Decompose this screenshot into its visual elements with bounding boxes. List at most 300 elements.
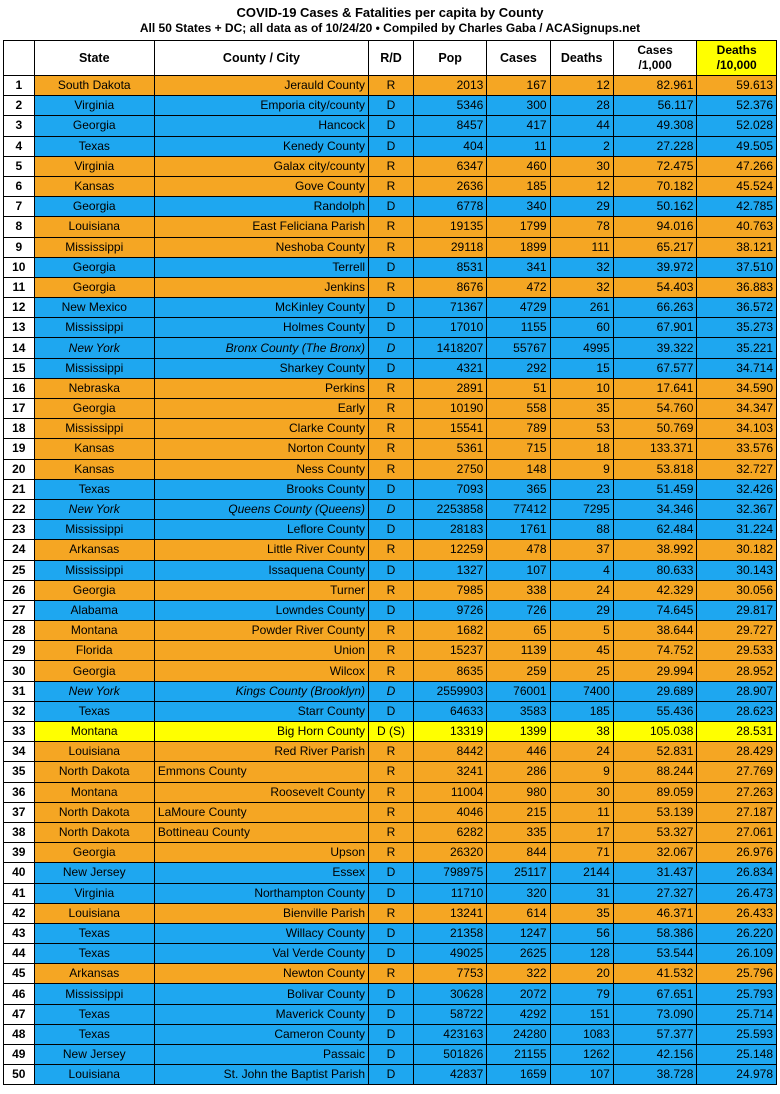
- cell-pop: 2013: [413, 76, 486, 96]
- cell-deaths: 38: [550, 722, 613, 742]
- cell-rd: D: [369, 863, 414, 883]
- cell-pop: 7093: [413, 479, 486, 499]
- cell-cases-per-1000: 62.484: [613, 520, 697, 540]
- cell-cases-per-1000: 29.689: [613, 681, 697, 701]
- cell-cases-per-1000: 38.728: [613, 1065, 697, 1085]
- cell-cases-per-1000: 74.752: [613, 641, 697, 661]
- cell-pop: 19135: [413, 217, 486, 237]
- cell-state: Nebraska: [34, 378, 154, 398]
- cell-county: Galax city/county: [154, 156, 368, 176]
- cell-county: Willacy County: [154, 923, 368, 943]
- table-row[interactable]: [4, 742, 777, 762]
- cell-pop: 26320: [413, 843, 486, 863]
- table-row[interactable]: [4, 298, 777, 318]
- table-row[interactable]: [4, 176, 777, 196]
- cell-pop: 2559903: [413, 681, 486, 701]
- cell-pop: 3241: [413, 762, 486, 782]
- cell-cases: 24280: [487, 1024, 550, 1044]
- cell-cases: 1659: [487, 1065, 550, 1085]
- cell-state: Virginia: [34, 96, 154, 116]
- cell-rank: 14: [4, 338, 35, 358]
- cell-cases: 320: [487, 883, 550, 903]
- cell-county: LaMoure County: [154, 802, 368, 822]
- cell-rd: D: [369, 1045, 414, 1065]
- table-row[interactable]: [4, 580, 777, 600]
- cell-deaths: 1083: [550, 1024, 613, 1044]
- cell-cases: 365: [487, 479, 550, 499]
- cell-cases-per-1000: 38.644: [613, 621, 697, 641]
- cell-county: Passaic: [154, 1045, 368, 1065]
- cell-cases-per-1000: 66.263: [613, 298, 697, 318]
- cell-county: Wilcox: [154, 661, 368, 681]
- cell-rd: R: [369, 580, 414, 600]
- cell-deaths: 32: [550, 277, 613, 297]
- cell-rd: D: [369, 338, 414, 358]
- cell-rank: 20: [4, 459, 35, 479]
- cell-cases-per-1000: 65.217: [613, 237, 697, 257]
- cell-rank: 25: [4, 560, 35, 580]
- cell-pop: 15237: [413, 641, 486, 661]
- cell-cases: 1799: [487, 217, 550, 237]
- cell-deaths: 28: [550, 96, 613, 116]
- cell-cases: 472: [487, 277, 550, 297]
- cell-deaths: 30: [550, 156, 613, 176]
- cell-deaths: 24: [550, 742, 613, 762]
- cell-cases-per-1000: 53.139: [613, 802, 697, 822]
- cell-county: Turner: [154, 580, 368, 600]
- cell-pop: 58722: [413, 1004, 486, 1024]
- cell-county: Hancock: [154, 116, 368, 136]
- cell-rd: D: [369, 923, 414, 943]
- cell-pop: 12259: [413, 540, 486, 560]
- table-row[interactable]: [4, 197, 777, 217]
- cell-rd: D: [369, 318, 414, 338]
- table-row[interactable]: [4, 984, 777, 1004]
- cell-cases: 478: [487, 540, 550, 560]
- cell-rank: 45: [4, 964, 35, 984]
- cell-pop: 8676: [413, 277, 486, 297]
- cell-state: Arkansas: [34, 964, 154, 984]
- header-cases-per-1000: [613, 41, 697, 76]
- cell-cases: 55767: [487, 338, 550, 358]
- cell-rank: 15: [4, 358, 35, 378]
- cell-rd: D: [369, 257, 414, 277]
- cell-cases-per-1000: 46.371: [613, 903, 697, 923]
- cell-pop: 6282: [413, 822, 486, 842]
- cell-state: Louisiana: [34, 903, 154, 923]
- cell-rd: R: [369, 641, 414, 661]
- header-cases-per-1000-line1: Cases: [637, 43, 673, 57]
- cell-cases: 215: [487, 802, 550, 822]
- cell-cases-per-1000: 57.377: [613, 1024, 697, 1044]
- cell-deaths: 29: [550, 197, 613, 217]
- table-row[interactable]: [4, 499, 777, 519]
- table-row[interactable]: [4, 318, 777, 338]
- cell-cases: 259: [487, 661, 550, 681]
- cell-deaths: 53: [550, 419, 613, 439]
- cell-rd: D: [369, 1065, 414, 1085]
- cell-cases-per-1000: 27.327: [613, 883, 697, 903]
- cell-deaths: 18: [550, 439, 613, 459]
- cell-state: Georgia: [34, 277, 154, 297]
- cell-rank: 35: [4, 762, 35, 782]
- table-row[interactable]: [4, 540, 777, 560]
- cell-rank: 46: [4, 984, 35, 1004]
- table-body: [4, 76, 777, 1085]
- cell-pop: 8531: [413, 257, 486, 277]
- cell-state: New Jersey: [34, 863, 154, 883]
- table-row[interactable]: [4, 560, 777, 580]
- table-row[interactable]: [4, 479, 777, 499]
- cell-deaths-per-10000: 27.769: [697, 762, 777, 782]
- table-row[interactable]: [4, 136, 777, 156]
- cell-deaths-per-10000: 30.143: [697, 560, 777, 580]
- header-cases: Cases: [487, 41, 550, 76]
- table-row[interactable]: [4, 762, 777, 782]
- cell-deaths-per-10000: 26.433: [697, 903, 777, 923]
- cell-deaths-per-10000: 29.817: [697, 600, 777, 620]
- table-row[interactable]: [4, 419, 777, 439]
- cell-cases-per-1000: 29.994: [613, 661, 697, 681]
- table-row[interactable]: [4, 257, 777, 277]
- table-row[interactable]: [4, 883, 777, 903]
- cell-state: South Dakota: [34, 76, 154, 96]
- cell-county: Big Horn County: [154, 722, 368, 742]
- cell-cases-per-1000: 88.244: [613, 762, 697, 782]
- cell-deaths: 35: [550, 399, 613, 419]
- cell-rank: 48: [4, 1024, 35, 1044]
- cell-deaths-per-10000: 32.426: [697, 479, 777, 499]
- cell-cases: 77412: [487, 499, 550, 519]
- cell-pop: 1418207: [413, 338, 486, 358]
- table-row[interactable]: [4, 782, 777, 802]
- cell-deaths-per-10000: 25.796: [697, 964, 777, 984]
- cell-rank: 3: [4, 116, 35, 136]
- cell-deaths-per-10000: 25.714: [697, 1004, 777, 1024]
- cell-cases: 460: [487, 156, 550, 176]
- table-row[interactable]: [4, 237, 777, 257]
- table-row[interactable]: [4, 520, 777, 540]
- cell-deaths: 5: [550, 621, 613, 641]
- cell-pop: 7985: [413, 580, 486, 600]
- cell-deaths: 71: [550, 843, 613, 863]
- cell-deaths: 107: [550, 1065, 613, 1085]
- cell-deaths: 128: [550, 944, 613, 964]
- cell-deaths: 20: [550, 964, 613, 984]
- cell-pop: 501826: [413, 1045, 486, 1065]
- cell-cases-per-1000: 56.117: [613, 96, 697, 116]
- cell-deaths: 45: [550, 641, 613, 661]
- table-row[interactable]: [4, 722, 777, 742]
- cell-rank: 23: [4, 520, 35, 540]
- cell-rank: 24: [4, 540, 35, 560]
- cell-cases-per-1000: 58.386: [613, 923, 697, 943]
- cell-rank: 47: [4, 1004, 35, 1024]
- table-row[interactable]: [4, 1004, 777, 1024]
- table-row[interactable]: [4, 964, 777, 984]
- cell-deaths-per-10000: 25.793: [697, 984, 777, 1004]
- cell-deaths: 111: [550, 237, 613, 257]
- table-row[interactable]: [4, 96, 777, 116]
- cell-county: Cameron County: [154, 1024, 368, 1044]
- table-row[interactable]: [4, 903, 777, 923]
- header-deaths-per-10000-line1: Deaths: [716, 43, 757, 57]
- cell-pop: 2636: [413, 176, 486, 196]
- table-row[interactable]: [4, 156, 777, 176]
- cell-rd: R: [369, 277, 414, 297]
- cell-cases-per-1000: 72.475: [613, 156, 697, 176]
- cell-cases-per-1000: 73.090: [613, 1004, 697, 1024]
- cell-county: Lowndes County: [154, 600, 368, 620]
- cell-county: Early: [154, 399, 368, 419]
- cell-rank: 13: [4, 318, 35, 338]
- cell-rank: 40: [4, 863, 35, 883]
- cell-state: Montana: [34, 621, 154, 641]
- cell-deaths-per-10000: 28.952: [697, 661, 777, 681]
- table-row[interactable]: [4, 843, 777, 863]
- cell-pop: 10190: [413, 399, 486, 419]
- cell-cases-per-1000: 53.544: [613, 944, 697, 964]
- cell-rank: 32: [4, 701, 35, 721]
- cell-cases: 614: [487, 903, 550, 923]
- table-row[interactable]: [4, 621, 777, 641]
- cell-rank: 27: [4, 600, 35, 620]
- cell-deaths-per-10000: 36.883: [697, 277, 777, 297]
- cell-rank: 10: [4, 257, 35, 277]
- cell-county: Neshoba County: [154, 237, 368, 257]
- cell-deaths-per-10000: 49.505: [697, 136, 777, 156]
- cell-county: Randolph: [154, 197, 368, 217]
- cell-pop: 8635: [413, 661, 486, 681]
- cell-cases: 789: [487, 419, 550, 439]
- cell-cases-per-1000: 55.436: [613, 701, 697, 721]
- table-row[interactable]: [4, 944, 777, 964]
- cell-state: Mississippi: [34, 560, 154, 580]
- table-row[interactable]: [4, 923, 777, 943]
- cell-rank: 21: [4, 479, 35, 499]
- cell-rank: 43: [4, 923, 35, 943]
- cell-cases: 1399: [487, 722, 550, 742]
- table-row[interactable]: [4, 459, 777, 479]
- table-row[interactable]: [4, 600, 777, 620]
- cell-cases: 980: [487, 782, 550, 802]
- cell-cases: 286: [487, 762, 550, 782]
- cell-rd: R: [369, 742, 414, 762]
- cell-cases: 65: [487, 621, 550, 641]
- cell-rd: D: [369, 600, 414, 620]
- table-row[interactable]: [4, 641, 777, 661]
- cell-state: Louisiana: [34, 1065, 154, 1085]
- cell-deaths-per-10000: 28.623: [697, 701, 777, 721]
- cell-rd: D: [369, 197, 414, 217]
- header-state: State: [34, 41, 154, 76]
- cell-state: Mississippi: [34, 419, 154, 439]
- cell-state: Texas: [34, 479, 154, 499]
- cell-cases: 3583: [487, 701, 550, 721]
- cell-rank: 11: [4, 277, 35, 297]
- cell-rd: R: [369, 540, 414, 560]
- cell-deaths: 12: [550, 176, 613, 196]
- cell-deaths-per-10000: 32.367: [697, 499, 777, 519]
- table-row[interactable]: [4, 1024, 777, 1044]
- cell-deaths: 88: [550, 520, 613, 540]
- cell-cases: 1899: [487, 237, 550, 257]
- cell-deaths-per-10000: 26.220: [697, 923, 777, 943]
- cell-pop: 2891: [413, 378, 486, 398]
- cell-state: Mississippi: [34, 984, 154, 1004]
- cell-deaths: 1262: [550, 1045, 613, 1065]
- cell-pop: 9726: [413, 600, 486, 620]
- table-row[interactable]: [4, 661, 777, 681]
- cell-deaths: 7400: [550, 681, 613, 701]
- table-row[interactable]: [4, 1045, 777, 1065]
- cell-pop: 6347: [413, 156, 486, 176]
- table-row[interactable]: [4, 338, 777, 358]
- cell-rd: R: [369, 156, 414, 176]
- cell-rank: 30: [4, 661, 35, 681]
- cell-deaths: 79: [550, 984, 613, 1004]
- cell-county: Newton County: [154, 964, 368, 984]
- cell-deaths-per-10000: 38.121: [697, 237, 777, 257]
- cell-state: New York: [34, 499, 154, 519]
- cell-pop: 798975: [413, 863, 486, 883]
- cell-rd: R: [369, 903, 414, 923]
- cell-rd: R: [369, 802, 414, 822]
- cell-county: Clarke County: [154, 419, 368, 439]
- cell-deaths: 23: [550, 479, 613, 499]
- cell-state: Texas: [34, 1024, 154, 1044]
- cell-cases-per-1000: 31.437: [613, 863, 697, 883]
- cell-county: Union: [154, 641, 368, 661]
- cell-cases: 446: [487, 742, 550, 762]
- cell-cases-per-1000: 133.371: [613, 439, 697, 459]
- cell-cases-per-1000: 82.961: [613, 76, 697, 96]
- cell-cases: 107: [487, 560, 550, 580]
- cell-deaths: 185: [550, 701, 613, 721]
- table-row[interactable]: [4, 217, 777, 237]
- cell-county: Bienville Parish: [154, 903, 368, 923]
- cell-rd: D: [369, 499, 414, 519]
- cell-rd: R: [369, 459, 414, 479]
- cell-state: Virginia: [34, 156, 154, 176]
- cell-cases: 558: [487, 399, 550, 419]
- cell-deaths-per-10000: 37.510: [697, 257, 777, 277]
- cell-pop: 1682: [413, 621, 486, 641]
- cell-deaths: 60: [550, 318, 613, 338]
- cell-county: Kings County (Brooklyn): [154, 681, 368, 701]
- cell-cases: 1139: [487, 641, 550, 661]
- table-row[interactable]: [4, 681, 777, 701]
- table-row[interactable]: [4, 399, 777, 419]
- cell-pop: 28183: [413, 520, 486, 540]
- table-header-row: [4, 41, 777, 76]
- cell-deaths-per-10000: 29.533: [697, 641, 777, 661]
- cell-cases-per-1000: 39.972: [613, 257, 697, 277]
- cell-deaths-per-10000: 35.221: [697, 338, 777, 358]
- cell-county: Bottineau County: [154, 822, 368, 842]
- cell-pop: 29118: [413, 237, 486, 257]
- cell-state: Montana: [34, 782, 154, 802]
- cell-deaths: 78: [550, 217, 613, 237]
- table-row[interactable]: [4, 701, 777, 721]
- table-row[interactable]: [4, 822, 777, 842]
- header-pop: Pop: [413, 41, 486, 76]
- table-row[interactable]: [4, 358, 777, 378]
- cell-cases-per-1000: 50.162: [613, 197, 697, 217]
- cell-rank: 12: [4, 298, 35, 318]
- cell-cases-per-1000: 49.308: [613, 116, 697, 136]
- cell-rd: D: [369, 560, 414, 580]
- cell-rank: 38: [4, 822, 35, 842]
- cell-rank: 34: [4, 742, 35, 762]
- cell-cases-per-1000: 54.760: [613, 399, 697, 419]
- cell-cases: 2072: [487, 984, 550, 1004]
- cell-cases: 51: [487, 378, 550, 398]
- cell-cases: 1761: [487, 520, 550, 540]
- cell-rank: 33: [4, 722, 35, 742]
- cell-rd: D: [369, 681, 414, 701]
- cell-rd: R: [369, 439, 414, 459]
- cell-pop: 6778: [413, 197, 486, 217]
- cell-county: Ness County: [154, 459, 368, 479]
- table-row[interactable]: [4, 116, 777, 136]
- cell-state: Georgia: [34, 197, 154, 217]
- table-row[interactable]: [4, 378, 777, 398]
- cell-deaths-per-10000: 34.590: [697, 378, 777, 398]
- cell-deaths-per-10000: 34.714: [697, 358, 777, 378]
- cell-deaths-per-10000: 40.763: [697, 217, 777, 237]
- table-row[interactable]: [4, 802, 777, 822]
- cell-cases-per-1000: 42.156: [613, 1045, 697, 1065]
- table-row[interactable]: [4, 439, 777, 459]
- cell-state: Kansas: [34, 459, 154, 479]
- cell-cases: 715: [487, 439, 550, 459]
- table-row[interactable]: [4, 76, 777, 96]
- cell-cases: 292: [487, 358, 550, 378]
- cell-deaths-per-10000: 29.727: [697, 621, 777, 641]
- cell-county: Emmons County: [154, 762, 368, 782]
- cell-state: Georgia: [34, 399, 154, 419]
- cell-rd: D: [369, 1024, 414, 1044]
- cell-cases: 11: [487, 136, 550, 156]
- cell-deaths: 31: [550, 883, 613, 903]
- cell-rank: 29: [4, 641, 35, 661]
- cell-deaths: 2: [550, 136, 613, 156]
- cell-pop: 5346: [413, 96, 486, 116]
- table-row[interactable]: [4, 1065, 777, 1085]
- cell-cases-per-1000: 52.831: [613, 742, 697, 762]
- cell-state: North Dakota: [34, 822, 154, 842]
- cell-cases-per-1000: 53.327: [613, 822, 697, 842]
- page-subtitle: All 50 States + DC; all data as of 10/24/20 • Compiled by Charles Gaba / ACASignups.net: [139, 21, 641, 35]
- cell-rank: 28: [4, 621, 35, 641]
- header-deaths-per-10000: [697, 41, 777, 76]
- cell-pop: 71367: [413, 298, 486, 318]
- cell-pop: 15541: [413, 419, 486, 439]
- table-row[interactable]: [4, 277, 777, 297]
- cell-cases-per-1000: 105.038: [613, 722, 697, 742]
- cell-rd: R: [369, 399, 414, 419]
- cell-deaths-per-10000: 26.834: [697, 863, 777, 883]
- cell-deaths: 56: [550, 923, 613, 943]
- cell-deaths-per-10000: 47.266: [697, 156, 777, 176]
- cell-state: Georgia: [34, 580, 154, 600]
- table-row[interactable]: [4, 863, 777, 883]
- cell-deaths-per-10000: 33.576: [697, 439, 777, 459]
- cell-county: St. John the Baptist Parish: [154, 1065, 368, 1085]
- cell-rd: D: [369, 479, 414, 499]
- cell-pop: 49025: [413, 944, 486, 964]
